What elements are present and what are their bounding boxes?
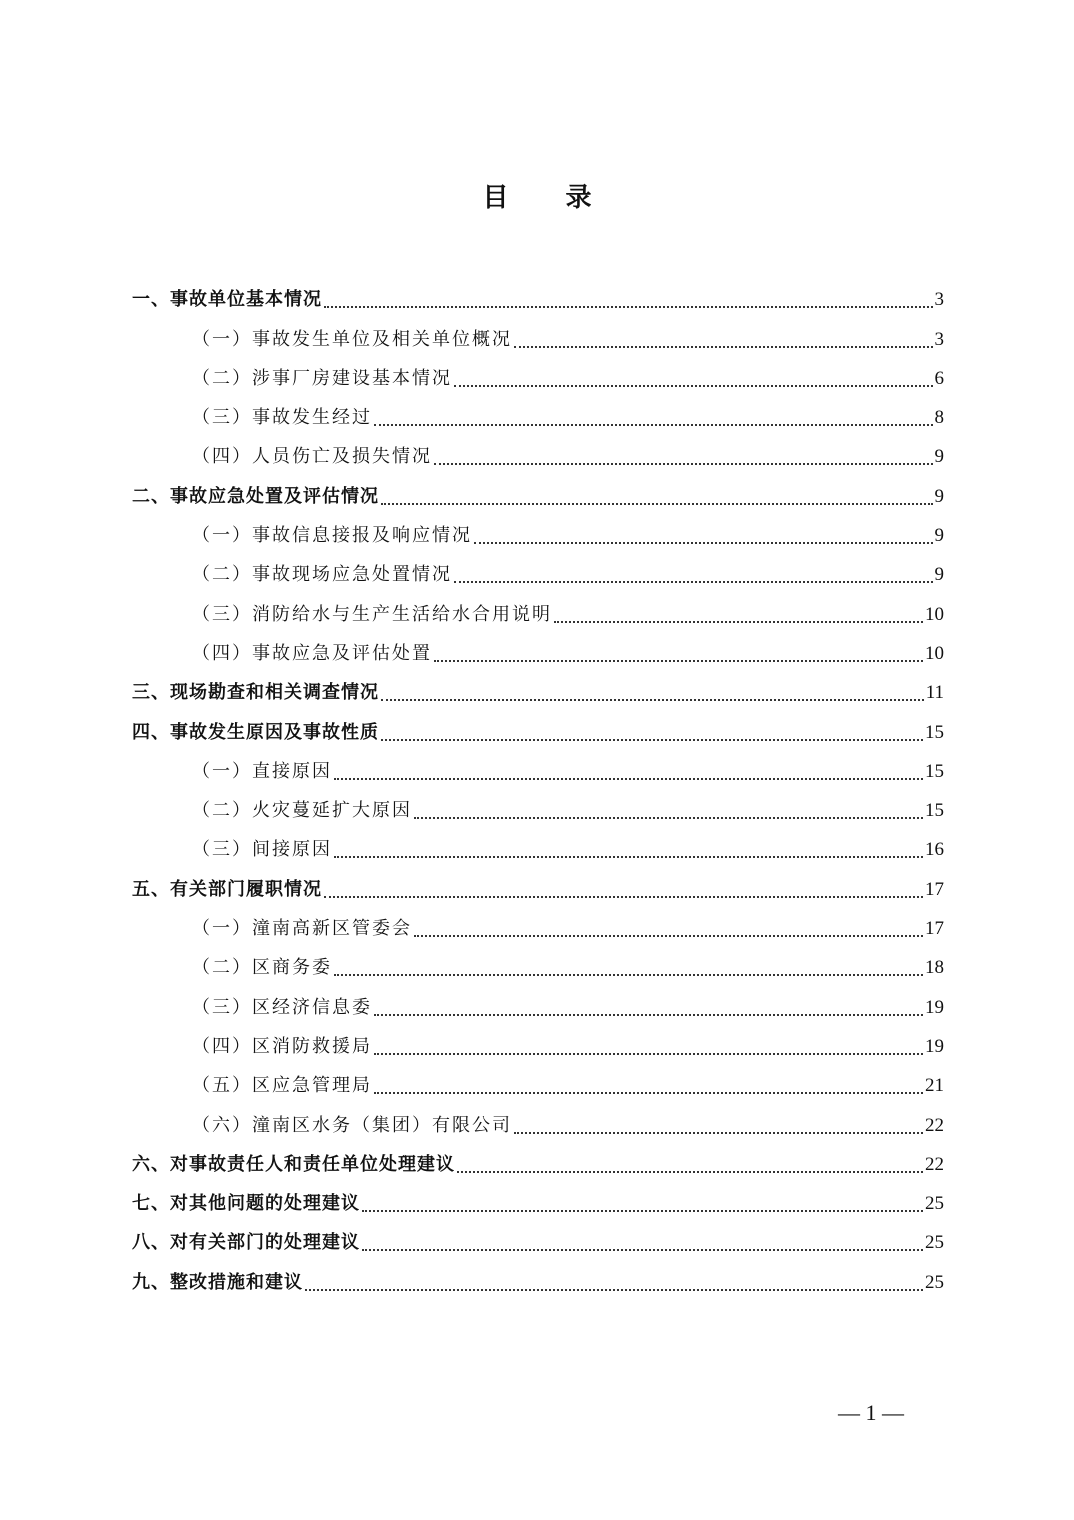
toc-entry-label: （一）潼南高新区管委会 <box>192 918 412 940</box>
toc-entry-label: 四、事故发生原因及事故性质 <box>132 721 379 743</box>
toc-entry[interactable] <box>192 828 944 867</box>
toc-dot-leader <box>305 1289 923 1291</box>
toc-entry-label: （一）事故信息接报及响应情况 <box>192 525 472 547</box>
toc-entry[interactable] <box>192 592 944 631</box>
page-number-footer: — 1 — <box>838 1400 904 1425</box>
toc-entry-page-number: 17 <box>925 918 944 940</box>
toc-entry[interactable] <box>192 985 944 1024</box>
toc-entry-page-number: 21 <box>925 1075 944 1097</box>
toc-entry[interactable] <box>132 867 944 906</box>
toc-entry-label: （二）事故现场应急处置情况 <box>192 564 452 586</box>
toc-entry-label: （六）潼南区水务（集团）有限公司 <box>192 1114 512 1136</box>
page-title: 目 录 <box>482 183 616 213</box>
toc-entry[interactable] <box>192 317 944 356</box>
toc-entry-label: （三）区经济信息委 <box>192 996 372 1018</box>
toc-entry-page-number: 19 <box>925 996 944 1018</box>
toc-dot-leader <box>514 346 933 348</box>
toc-entry-label: （三）消防给水与生产生活给水合用说明 <box>192 603 552 625</box>
toc-entry-label: 三、现场勘查和相关调查情况 <box>132 682 379 704</box>
toc-dot-leader <box>514 1132 923 1134</box>
toc-entry-page-number: 10 <box>925 642 944 664</box>
toc-entry-label: （一）直接原因 <box>192 760 332 782</box>
toc-entry-label: 九、整改措施和建议 <box>132 1271 303 1293</box>
toc-entry-label: （二）火灾蔓延扩大原因 <box>192 800 412 822</box>
toc-dot-leader <box>374 1053 923 1055</box>
toc-dot-leader <box>381 699 924 701</box>
toc-entry-page-number: 3 <box>934 328 944 350</box>
toc-entry-label: （三）事故发生经过 <box>192 407 372 429</box>
toc-entry[interactable] <box>192 357 944 396</box>
toc-dot-leader <box>454 581 933 583</box>
toc-entry-page-number: 17 <box>925 878 944 900</box>
table-of-contents <box>0 278 1074 1300</box>
toc-entry[interactable] <box>132 474 944 513</box>
toc-entry[interactable] <box>132 278 944 317</box>
toc-entry-page-number: 9 <box>934 525 944 547</box>
toc-dot-leader <box>324 896 923 898</box>
toc-entry[interactable] <box>192 1064 944 1103</box>
toc-dot-leader <box>381 503 933 505</box>
toc-entry-page-number: 16 <box>925 839 944 861</box>
toc-entry-page-number: 25 <box>925 1271 944 1293</box>
toc-entry-label: （三）间接原因 <box>192 839 332 861</box>
toc-entry[interactable] <box>192 514 944 553</box>
toc-entry-label: 一、事故单位基本情况 <box>132 289 322 311</box>
toc-entry[interactable] <box>192 435 944 474</box>
toc-dot-leader <box>374 1092 923 1094</box>
toc-entry[interactable] <box>192 396 944 435</box>
toc-entry-label: （五）区应急管理局 <box>192 1075 372 1097</box>
toc-entry[interactable] <box>132 1143 944 1182</box>
toc-dot-leader <box>362 1210 923 1212</box>
toc-entry-page-number: 10 <box>925 603 944 625</box>
toc-entry[interactable] <box>192 1103 944 1142</box>
toc-entry-page-number: 25 <box>925 1232 944 1254</box>
toc-entry-page-number: 22 <box>925 1153 944 1175</box>
toc-entry[interactable] <box>192 553 944 592</box>
toc-entry-label: （一）事故发生单位及相关单位概况 <box>192 328 512 350</box>
toc-entry-page-number: 6 <box>934 367 944 389</box>
toc-entry[interactable] <box>132 1260 944 1299</box>
toc-entry-page-number: 19 <box>925 1035 944 1057</box>
toc-dot-leader <box>434 463 933 465</box>
toc-entry[interactable] <box>192 789 944 828</box>
toc-entry-label: （四）区消防救援局 <box>192 1035 372 1057</box>
toc-dot-leader <box>554 621 923 623</box>
toc-dot-leader <box>414 817 923 819</box>
toc-dot-leader <box>374 1014 923 1016</box>
toc-entry-label: （二）区商务委 <box>192 957 332 979</box>
toc-entry-page-number: 15 <box>925 760 944 782</box>
toc-dot-leader <box>434 660 923 662</box>
toc-entry-label: 五、有关部门履职情况 <box>132 878 322 900</box>
toc-entry-page-number: 9 <box>934 446 944 468</box>
toc-entry[interactable] <box>132 1221 944 1260</box>
toc-entry[interactable] <box>132 1182 944 1221</box>
toc-dot-leader <box>334 974 923 976</box>
toc-entry-page-number: 15 <box>925 800 944 822</box>
toc-entry-page-number: 22 <box>925 1114 944 1136</box>
toc-entry-label: 六、对事故责任人和责任单位处理建议 <box>132 1153 455 1175</box>
toc-dot-leader <box>374 424 933 426</box>
toc-dot-leader <box>362 1249 923 1251</box>
toc-entry-page-number: 11 <box>925 682 944 704</box>
toc-entry[interactable] <box>192 1025 944 1064</box>
toc-entry[interactable] <box>192 750 944 789</box>
toc-entry[interactable] <box>132 710 944 749</box>
toc-dot-leader <box>474 542 933 544</box>
toc-entry-page-number: 15 <box>925 721 944 743</box>
toc-entry-label: 七、对其他问题的处理建议 <box>132 1193 360 1215</box>
toc-dot-leader <box>324 306 933 308</box>
toc-entry-page-number: 8 <box>934 407 944 429</box>
toc-entry-page-number: 18 <box>925 957 944 979</box>
toc-dot-leader <box>334 778 923 780</box>
toc-entry[interactable] <box>192 907 944 946</box>
toc-entry-label: （二）涉事厂房建设基本情况 <box>192 367 452 389</box>
toc-dot-leader <box>414 935 923 937</box>
toc-entry-label: （四）人员伤亡及损失情况 <box>192 446 432 468</box>
toc-dot-leader <box>454 385 933 387</box>
toc-entry-page-number: 9 <box>934 564 944 586</box>
toc-entry-label: 二、事故应急处置及评估情况 <box>132 485 379 507</box>
toc-entry-page-number: 9 <box>934 485 944 507</box>
toc-dot-leader <box>381 739 923 741</box>
toc-dot-leader <box>334 856 923 858</box>
toc-entry[interactable] <box>192 632 944 671</box>
toc-entry-page-number: 25 <box>925 1193 944 1215</box>
toc-entry-page-number: 3 <box>934 289 944 311</box>
toc-entry[interactable] <box>192 946 944 985</box>
toc-dot-leader <box>457 1171 923 1173</box>
toc-entry-label: （四）事故应急及评估处置 <box>192 642 432 664</box>
toc-entry[interactable] <box>132 671 944 710</box>
toc-entry-label: 八、对有关部门的处理建议 <box>132 1232 360 1254</box>
